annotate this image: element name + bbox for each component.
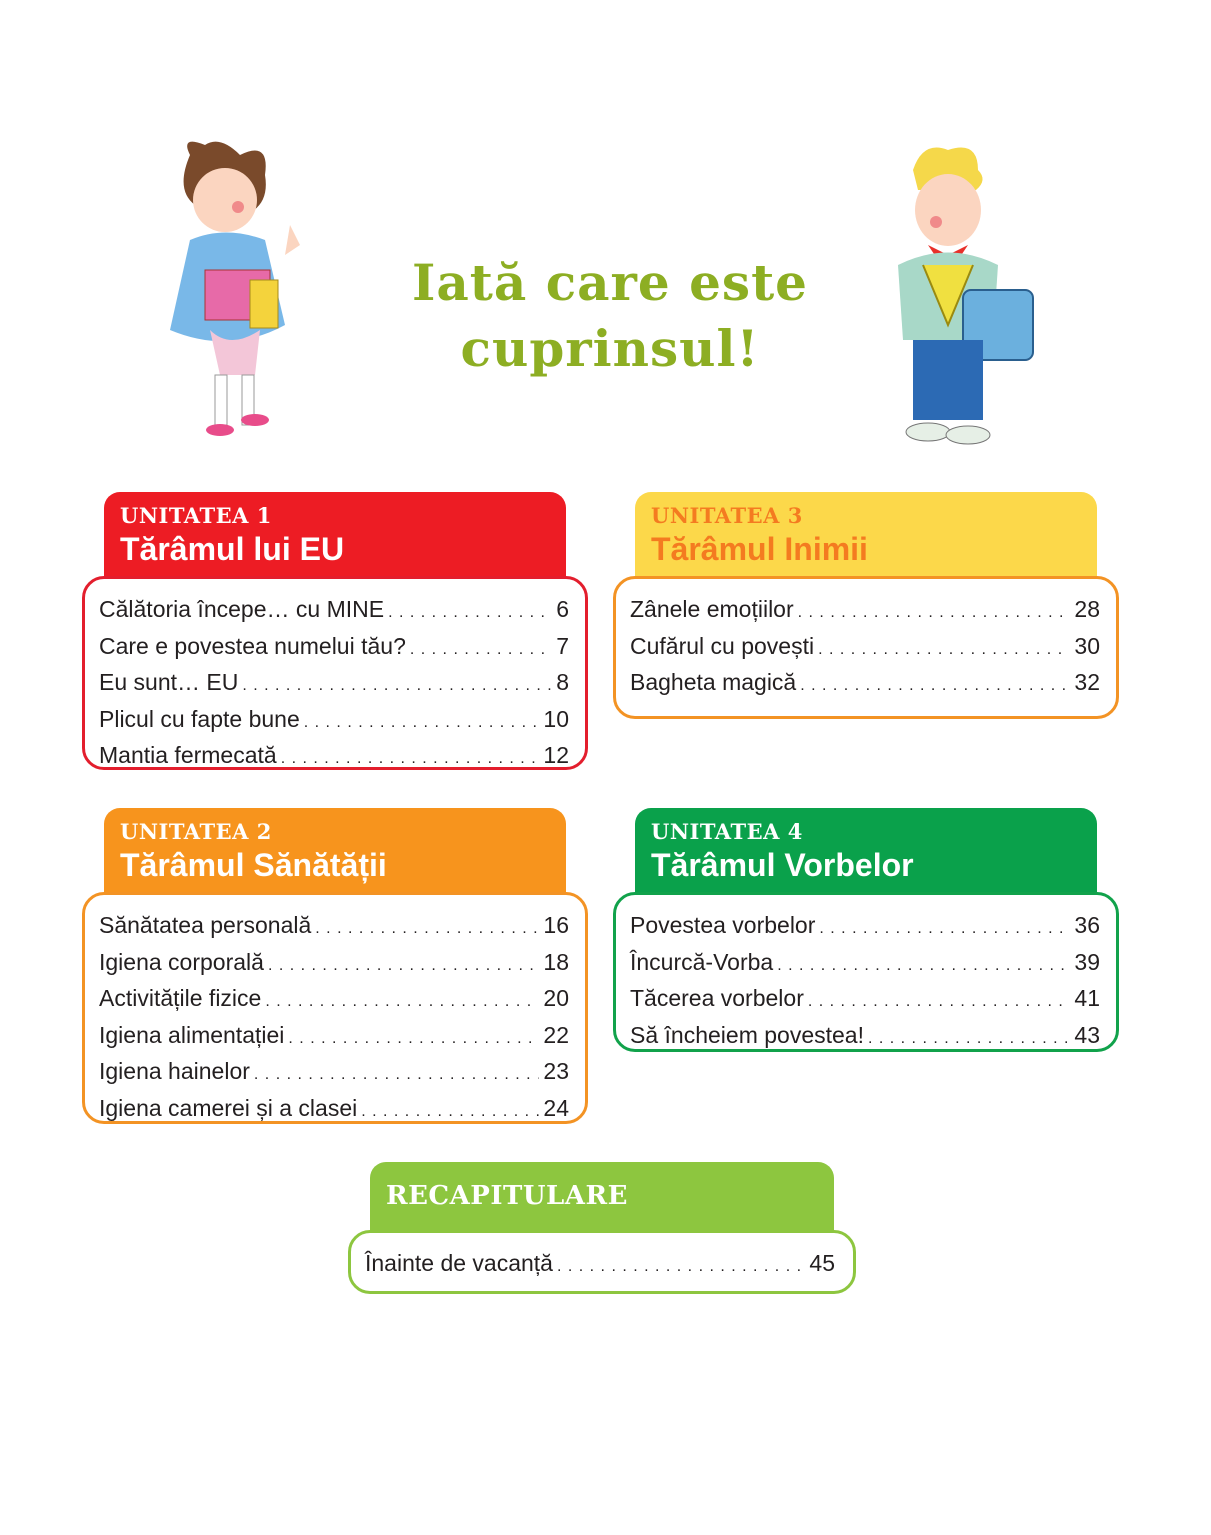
dot-leader (288, 1022, 539, 1056)
toc-entry-title: Înainte de vacanță (365, 1250, 553, 1276)
toc-entry-title: Igiena camerei și a clasei (99, 1094, 358, 1121)
toc-entry[interactable] (99, 593, 569, 630)
toc-entry[interactable] (630, 1019, 1100, 1056)
toc-entry[interactable] (99, 1019, 569, 1056)
toc-entry-title: Tăcerea vorbelor (630, 985, 804, 1011)
toc-entry-page: 32 (1074, 669, 1100, 695)
toc-entry-page: 36 (1074, 912, 1100, 938)
dot-leader (242, 669, 552, 703)
toc-entry[interactable] (99, 946, 569, 983)
toc-entry-title: Mantia fermecată (99, 742, 277, 768)
toc-entry-page: 10 (543, 705, 569, 732)
unit-3-name: Tărâmul Inimii (651, 531, 868, 567)
toc-entry[interactable] (99, 1092, 569, 1129)
unit-4-name: Tărâmul Vorbelor (651, 847, 914, 883)
dot-leader (557, 1250, 805, 1284)
unit-2-label: UNITATEA 2 (120, 819, 272, 844)
toc-entry-title: Plicul cu fapte bune (99, 705, 300, 732)
toc-entry[interactable] (630, 666, 1100, 703)
page-title (330, 250, 890, 382)
toc-entry-title: Eu sunt… EU (99, 669, 239, 695)
unit-3-entries (613, 576, 1119, 719)
page-title-line1: Iată care este (412, 253, 808, 312)
boy-character-illustration (868, 140, 1043, 455)
dot-leader (818, 633, 1070, 667)
toc-entry[interactable] (630, 909, 1100, 946)
toc-entry-title: Igiena alimentației (99, 1021, 285, 1048)
recap-section (348, 1162, 856, 1296)
toc-entry-page: 24 (543, 1094, 569, 1121)
toc-entry-page: 20 (543, 985, 569, 1011)
toc-entry-title: Sănătatea personală (99, 912, 312, 938)
toc-entry-title: Povestea vorbelor (630, 912, 816, 938)
unit-4-header (635, 808, 1097, 900)
toc-entry-page: 41 (1074, 985, 1100, 1011)
toc-entry[interactable] (630, 982, 1100, 1019)
toc-entry-title: Încurcă-Vorba (630, 948, 774, 975)
toc-entry-page: 16 (543, 912, 569, 938)
toc-entry-title: Bagheta magică (630, 669, 797, 695)
dot-leader (798, 596, 1071, 630)
toc-entry[interactable] (99, 739, 569, 776)
unit-1-entries (82, 576, 588, 770)
toc-entry-page: 43 (1074, 1021, 1100, 1048)
toc-entry[interactable] (630, 946, 1100, 983)
dot-leader (808, 985, 1071, 1019)
toc-entry[interactable] (630, 593, 1100, 630)
unit-2-name: Tărâmul Sănătății (120, 847, 387, 883)
dot-leader (410, 633, 552, 667)
toc-entry-page: 6 (556, 596, 569, 622)
toc-entry-title: Cufărul cu povești (630, 632, 815, 659)
unit-3-header (635, 492, 1097, 584)
toc-entry-page: 45 (809, 1250, 835, 1276)
toc-entry[interactable] (99, 1055, 569, 1092)
page-title-line2: cuprinsul! (460, 319, 760, 378)
toc-entry-page: 12 (543, 742, 569, 768)
toc-entry-title: Care e povestea numelui tău? (99, 632, 406, 659)
recap-label: RECAPITULARE (386, 1181, 628, 1211)
unit-4-label: UNITATEA 4 (651, 819, 803, 844)
unit-1-name: Tărâmul lui EU (120, 531, 345, 567)
unit-2-header (104, 808, 566, 900)
toc-entry[interactable] (99, 666, 569, 703)
dot-leader (777, 949, 1070, 983)
toc-entry[interactable] (99, 982, 569, 1019)
unit-4-entries (613, 892, 1119, 1052)
dot-leader (361, 1095, 539, 1129)
toc-entry-title: Activitățile fizice (99, 985, 262, 1011)
girl-character-illustration (150, 135, 320, 445)
toc-entry[interactable] (630, 630, 1100, 667)
toc-entry-page: 8 (556, 669, 569, 695)
toc-entry-title: Să încheiem povestea! (630, 1021, 864, 1048)
toc-entry-page: 7 (556, 632, 569, 659)
dot-leader (315, 912, 539, 946)
dot-leader (304, 706, 540, 740)
dot-leader (868, 1022, 1070, 1056)
toc-entry-title: Igiena corporală (99, 948, 264, 975)
toc-entry-title: Igiena hainelor (99, 1058, 250, 1084)
toc-entry-page: 23 (543, 1058, 569, 1084)
unit-2-entries (82, 892, 588, 1124)
toc-entry-title: Zânele emoțiilor (630, 596, 794, 622)
unit-3-label: UNITATEA 3 (651, 503, 803, 528)
recap-header (370, 1162, 834, 1240)
dot-leader (268, 949, 539, 983)
toc-entry-title: Călătoria începe… cu MINE (99, 596, 385, 622)
toc-entry[interactable] (99, 703, 569, 740)
toc-entry-page: 18 (543, 948, 569, 975)
toc-entry[interactable] (99, 909, 569, 946)
dot-leader (800, 669, 1070, 703)
dot-leader (265, 985, 539, 1019)
toc-entry[interactable] (99, 630, 569, 667)
dot-leader (819, 912, 1070, 946)
dot-leader (254, 1058, 540, 1092)
dot-leader (388, 596, 552, 630)
toc-entry[interactable] (365, 1247, 835, 1284)
toc-entry-page: 39 (1074, 948, 1100, 975)
unit-1-header (104, 492, 566, 584)
recap-entries (348, 1230, 856, 1294)
toc-entry-page: 28 (1074, 596, 1100, 622)
toc-entry-page: 30 (1074, 632, 1100, 659)
dot-leader (281, 742, 540, 776)
toc-entry-page: 22 (543, 1021, 569, 1048)
unit-1-label: UNITATEA 1 (120, 503, 272, 528)
